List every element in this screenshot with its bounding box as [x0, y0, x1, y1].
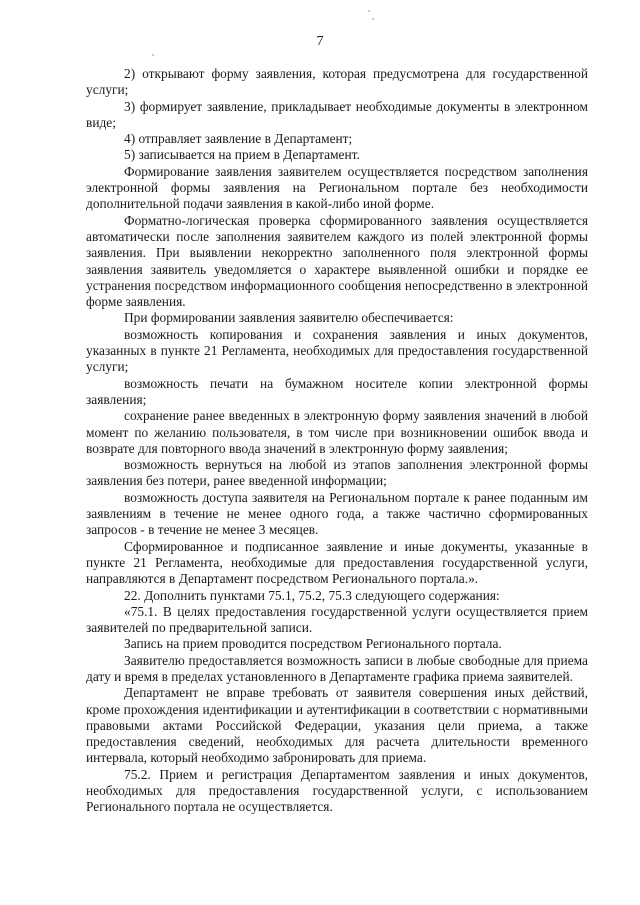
paragraph: 3) формирует заявление, прикладывает необходимые документы в электронном виде;	[86, 98, 588, 130]
paragraph: «75.1. В целях предоставления государственной услуги осуществляется прием заявителей по предварительной записи.	[86, 603, 588, 636]
scan-speck	[372, 18, 374, 20]
paragraph: возможность доступа заявителя на Региональном портале к ранее поданным им заявлениям в течение не менее одного года, а также частично сформированных запросов - в течение не менее 3 месяцев.	[86, 489, 588, 538]
paragraph: возможность печати на бумажном носителе копии электронной формы заявления;	[86, 375, 588, 407]
scan-speck	[368, 10, 370, 12]
paragraph: 2) открывают форму заявления, которая предусмотрена для государственной услуги;	[86, 66, 588, 98]
paragraph: возможность вернуться на любой из этапов заполнения электронной формы заявления без потери, ранее введенной информации;	[86, 457, 588, 489]
paragraph: возможность копирования и сохранения заявления и иных документов, указанных в пункте 21 Регламента, необходимых для предоставления государственной услуги;	[86, 326, 588, 375]
scan-speck	[152, 54, 154, 56]
document-body	[86, 66, 588, 816]
paragraph: Формирование заявления заявителем осуществляется посредством заполнения электронной формы заявления на Региональном портале без необходимости дополнительной подачи заявления в какой-либо иной форме.	[86, 163, 588, 212]
paragraph: Сформированное и подписанное заявление и иные документы, указанные в пункте 21 Регламента, необходимые для предоставления государственной услуги, направляются в Департамент посредством Регионального портала.».	[86, 538, 588, 587]
paragraph: 75.2. Прием и регистрация Департаментом заявления и иных документов, необходимых для предоставления государственной услуги, с использованием Регионального портала не осуществляется.	[86, 766, 588, 815]
paragraph: При формировании заявления заявителю обеспечивается:	[124, 310, 454, 326]
paragraph: Заявителю предоставляется возможность записи в любые свободные для приема дату и время в пределах установленного в Департаменте графика приема заявителей.	[86, 652, 588, 684]
paragraph: сохранение ранее введенных в электронную форму заявления значений в любой момент по желанию пользователя, в том числе при возникновении ошибок ввода и возврате для повторного ввода значений в электронную форму заявления;	[86, 408, 588, 456]
paragraph: Форматно-логическая проверка сформированного заявления осуществляется автоматически после заполнения заявителем каждого из полей электронной формы заявления. При выявлении некорректно заполненного поля электронной формы заявления заявитель уведомляется о характере выявленной ошибки и порядке ее устранения посредством информационного сообщения непосредственно в электронной форме заявления.	[86, 212, 588, 310]
paragraph: 4) отправляет заявление в Департамент;	[124, 131, 353, 147]
paragraph: 5) записывается на прием в Департамент.	[124, 147, 360, 163]
page-number: 7	[316, 34, 324, 49]
paragraph: 22. Дополнить пунктами 75.1, 75.2, 75.3 следующего содержания:	[124, 587, 500, 603]
paragraph: Запись на прием проводится посредством Регионального портала.	[124, 636, 502, 652]
paragraph: Департамент не вправе требовать от заявителя совершения иных действий, кроме прохождения идентификации и аутентификации в соответствии с нормативными правовыми актами Российской Федерации, указания цели приема, а также предоставления сведений, необходимых для расчета длительности временного интервала, который необходимо забронировать для приема.	[86, 685, 588, 766]
